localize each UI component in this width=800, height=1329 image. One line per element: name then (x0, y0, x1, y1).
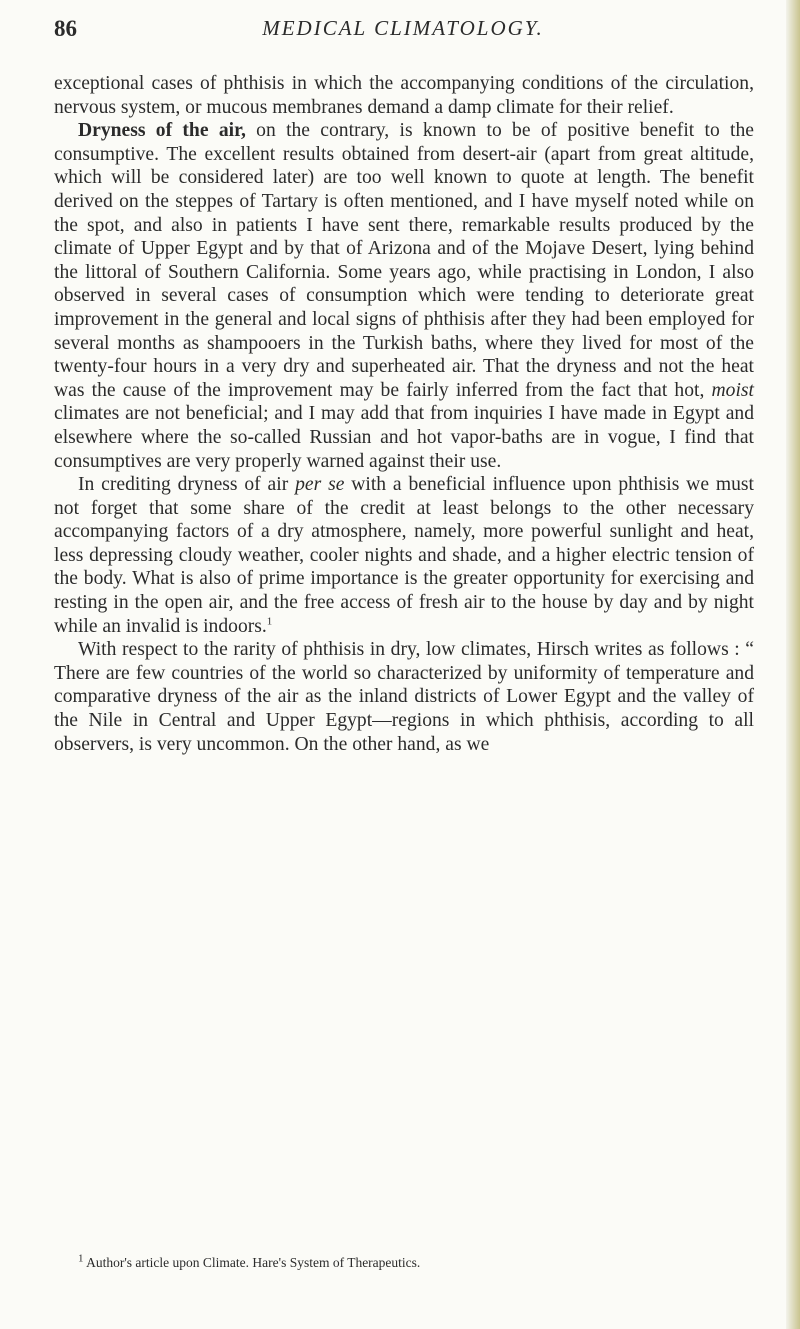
paragraph-3-italic: per se (295, 474, 345, 496)
paragraph-2-end: climates are not beneficial; and I may add that from inquiries I have made in Egypt and elsewhere where the so-called Russian and hot vapor-baths are in vogue, I find that consumptives are very properly warned against their use. (54, 403, 754, 472)
footnote-marker: 1 (78, 1252, 84, 1265)
paragraph-3 (54, 473, 754, 638)
footnote-text: Author's article upon Climate. Hare's System of Therapeutics. (83, 1255, 421, 1270)
paragraph-1-text: exceptional cases of phthisis in which the accompanying conditions of the circulation, nervous system, or mucous membranes demand a damp climate for their relief. (54, 73, 754, 118)
paragraph-2-italic: moist (711, 379, 754, 401)
paragraph-1 (54, 72, 754, 119)
paragraph-4 (54, 638, 754, 756)
paragraph-2-text: on the contrary, is known to be of positive benefit to the consumptive. The excellent results obtained from desert-air (apart from great altitude, which will be considered later) are too well known to quote at length. The benefit derived on the steppes of Tartary is often mentioned, and I have myself noted while on the spot, and also in patients I have sent there, remarkable results produced by the climate of Upper Egypt and by that of Arizona and of the Mojave Desert, lying behind the littoral of Southern California. Some years ago, while practising in London, I also observed in several cases of consumption which were tending to deteriorate great improvement in the general and local signs of phthisis after they had been employed for several months as shampooers in the Turkish baths, where they lived for most of the twenty-four hours in a very dry and superheated air. That the dryness and not the heat was the cause of the improvement may be fairly inferred from the fact that hot, (54, 120, 754, 401)
paragraph-3-end: with a beneficial influence upon phthisis we must not forget that some share of the credit at least belongs to the other necessary accompanying factors of a dry atmosphere, namely, more powerful sunlight and heat, less depressing cloudy weather, cooler nights and shade, and a higher electric tension of the body. What is also of prime importance is the greater opportunity for exercising and resting in the open air, and the free access of fresh air to the house by day and by night while an invalid is indoors. (54, 474, 754, 637)
paragraph-4-text: With respect to the rarity of phthisis in dry, low climates, Hirsch writes as follows : “ There are few countries of the world so characterized by uniformity of temperature and comparative dryness of the air as the inland districts of Lower Egypt and the valley of the Nile in Central and Upper Egypt—regions in which phthisis, according to all observers, is very uncommon. On the other hand, as we (54, 639, 754, 755)
body-text (54, 72, 754, 756)
footnote-reference: 1 (266, 615, 273, 628)
paragraph-2-lead: Dryness of the air, (78, 120, 246, 142)
page-number: 86 (54, 16, 77, 41)
running-title: MEDICAL CLIMATOLOGY. (262, 16, 544, 40)
footnote (78, 1252, 738, 1271)
paragraph-3-start: In crediting dryness of air (78, 474, 296, 496)
page-header (54, 16, 752, 44)
paragraph-2 (54, 119, 754, 473)
page-edge (786, 0, 800, 1329)
